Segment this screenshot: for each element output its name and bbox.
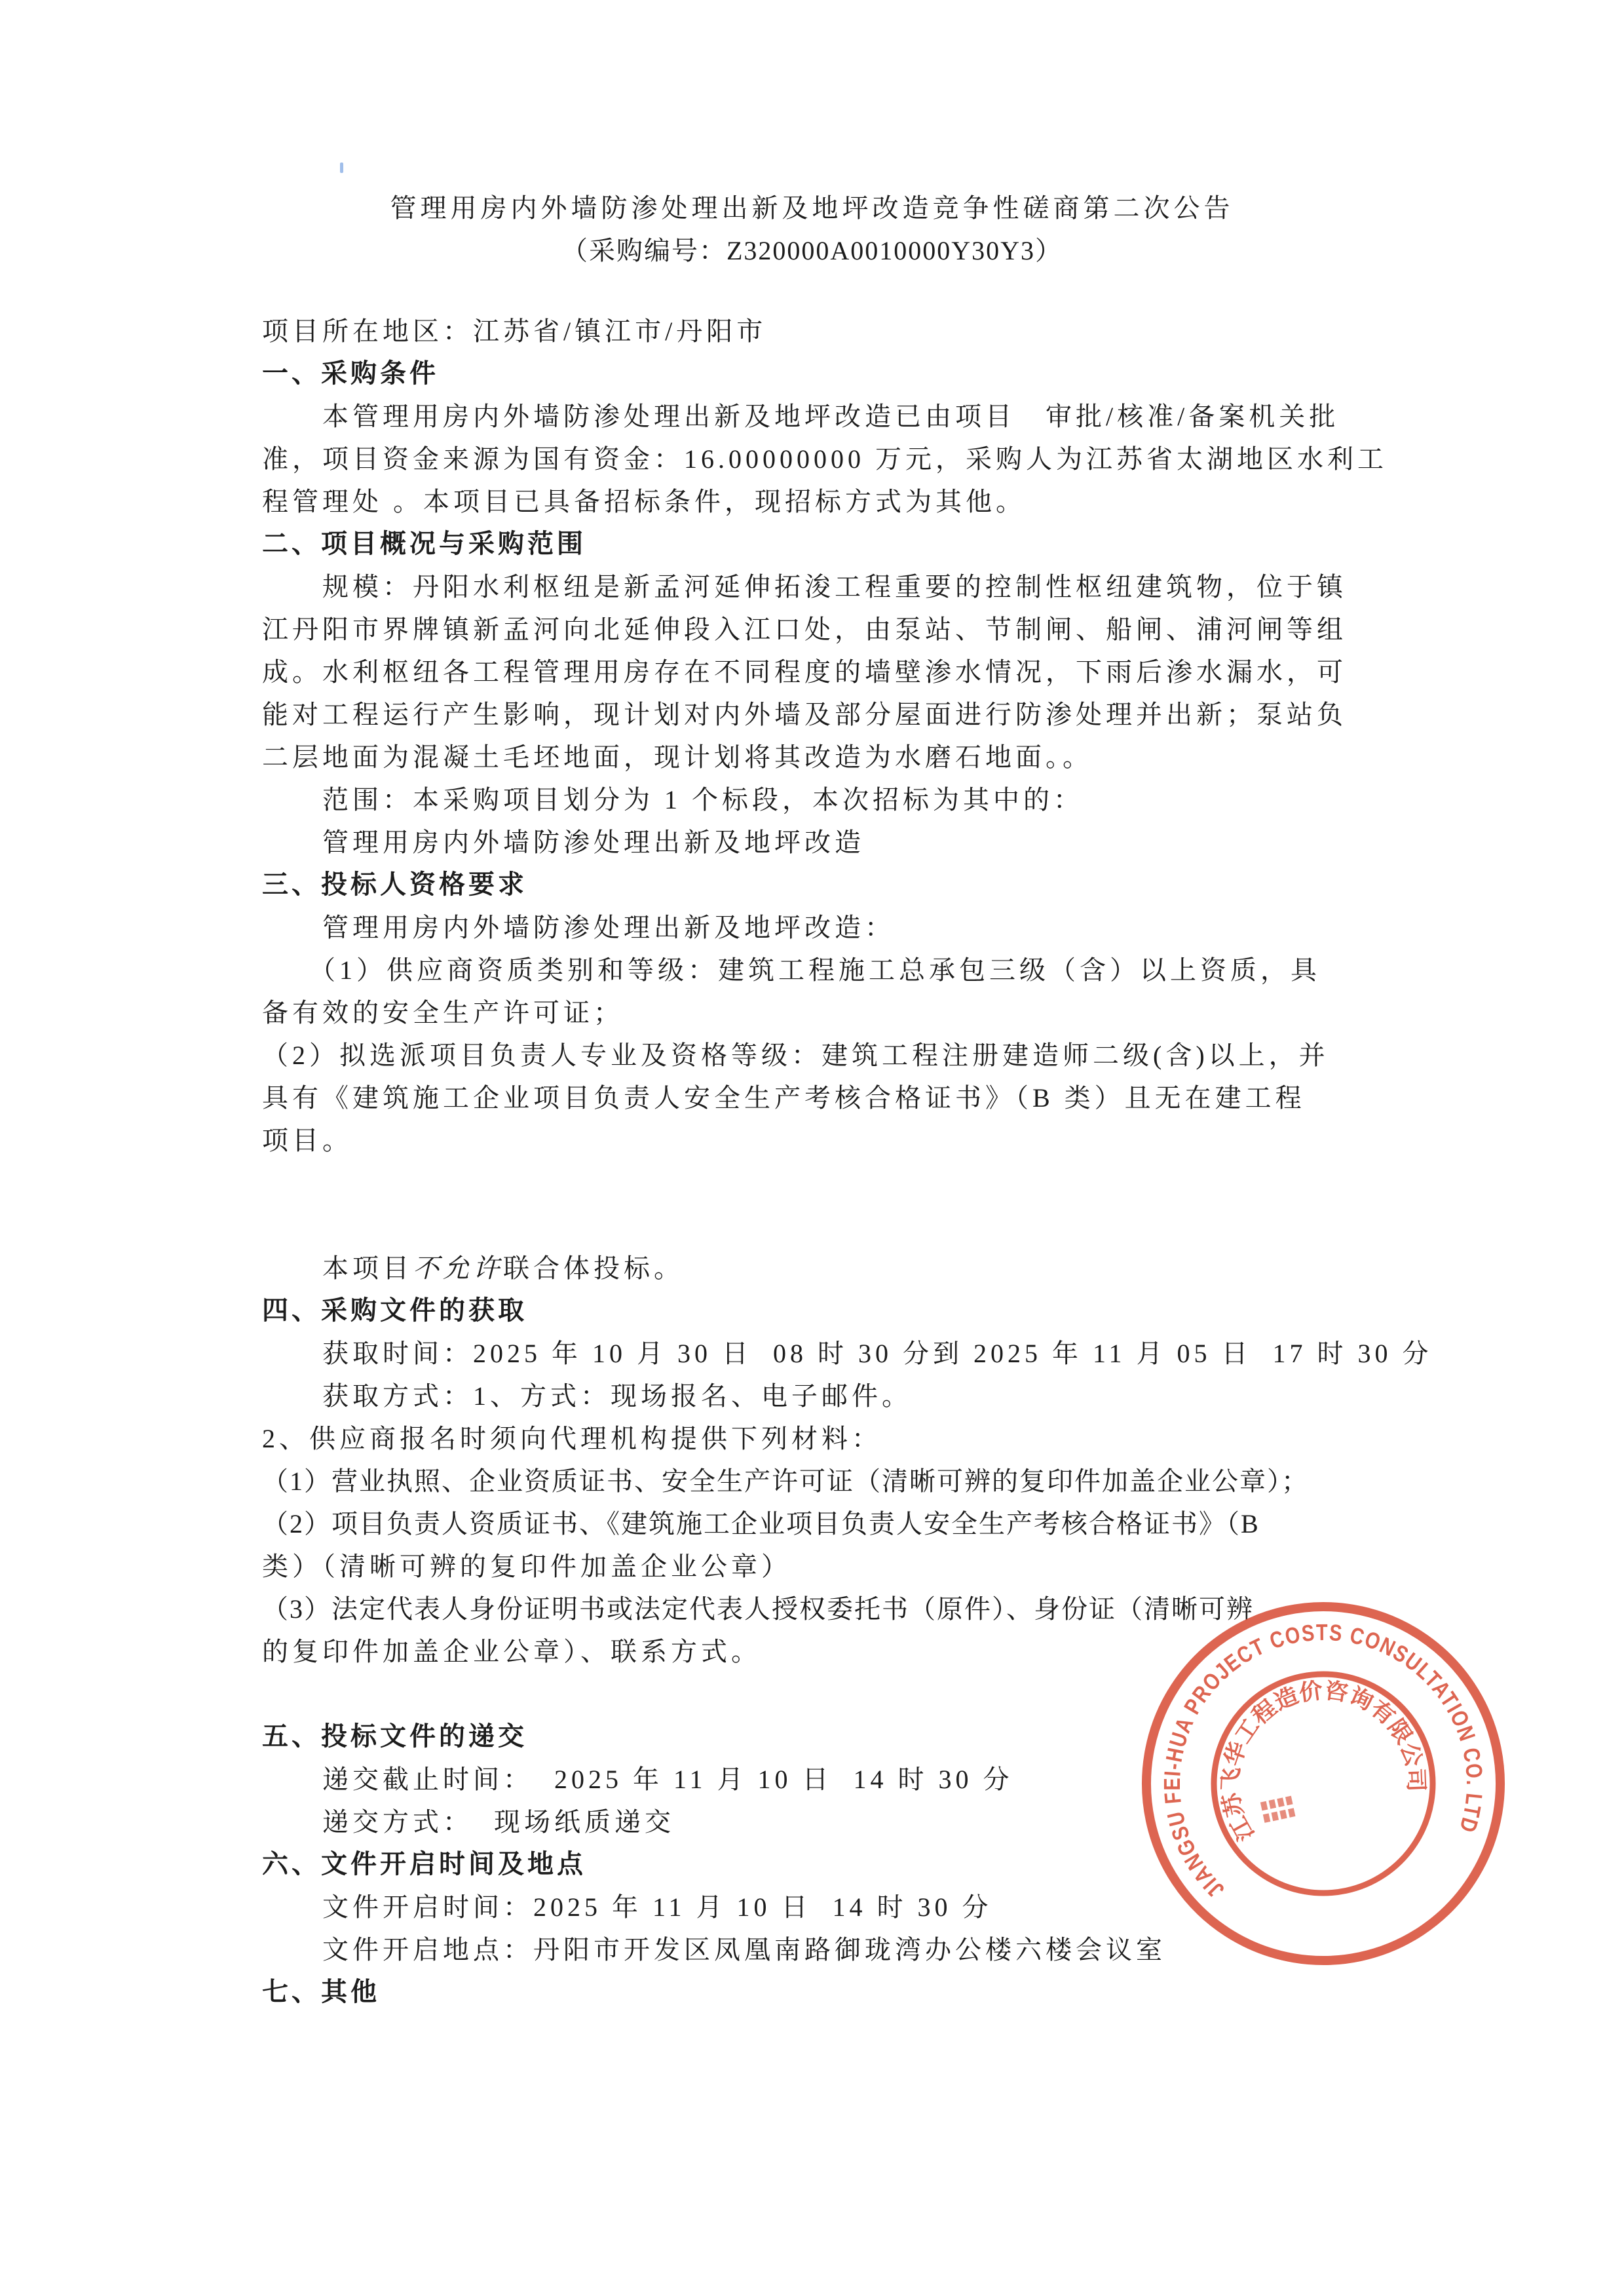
joint-bid-suffix: 联合体投标。	[503, 1253, 684, 1283]
body-line: 管理用房内外墙防渗处理出新及地坪改造：	[262, 913, 895, 942]
opening-time-line: 文件开启时间：2025 年 11 月 10 日 14 时 30 分	[262, 1892, 992, 1922]
scan-artifact-mark	[340, 163, 343, 173]
obtain-time-line: 获取时间：2025 年 10 月 30 日 08 时 30 分到 2025 年 11 月 05 日 17 时 30 分	[262, 1339, 1433, 1368]
project-location-line: 项目所在地区：江苏省/镇江市/丹阳市	[262, 316, 767, 346]
body-line: 类）（清晰可辨的复印件加盖企业公章）	[262, 1552, 791, 1581]
body-line: 备有效的安全生产许可证；	[262, 998, 624, 1027]
blank-line	[262, 1204, 1435, 1247]
body-line: 的复印件加盖企业公章）、联系方式。	[262, 1637, 761, 1666]
section-6-heading: 六、文件开启时间及地点	[262, 1850, 586, 1879]
body-line: 项目。	[262, 1126, 352, 1155]
body-line: 二层地面为混凝土毛坯地面，现计划将其改造为水磨石地面。。	[262, 742, 1093, 772]
seal-english-text: JIANGSU FEI-HUA PROJECT COSTS CONSULTATION CO. LTD	[1159, 1619, 1488, 1904]
company-seal	[1120, 1580, 1526, 1987]
seal-chinese-text: 江苏飞华工程造价咨询有限公司	[1218, 1677, 1429, 1845]
scope-line: 范围：本采购项目划分为 1 个标段，本次招标为其中的：	[262, 785, 1084, 814]
materials-intro-line: 2、供应商报名时须向代理机构提供下列材料：	[262, 1424, 882, 1453]
joint-bid-prefix: 本项目	[262, 1253, 413, 1283]
page-title: 管理用房内外墙防渗处理出新及地坪改造竞争性磋商第二次公告	[390, 193, 1234, 223]
body-line: 准，项目资金来源为国有资金：16.00000000 万元，采购人为江苏省太湖地区水利工	[262, 444, 1388, 474]
obtain-method-line: 获取方式：1、方式：现场报名、电子邮件。	[262, 1381, 912, 1411]
material-item-3: （3）法定代表人身份证明书或法定代表人授权委托书（原件）、身份证（清晰可辨	[262, 1594, 1254, 1624]
body-line: 本管理用房内外墙防渗处理出新及地坪改造已由项目 审批/核准/备案机关批	[262, 402, 1340, 431]
procurement-number: （采购编号：Z320000A0010000Y30Y3）	[561, 236, 1063, 265]
lot-name-line: 管理用房内外墙防渗处理出新及地坪改造	[262, 828, 865, 857]
body-line: 能对工程运行产生影响，现计划对内外墙及部分屋面进行防渗处理并出新；泵站负	[262, 700, 1347, 729]
qualification-item-1: （1）供应商资质类别和等级：建筑工程施工总承包三级（含）以上资质，具	[262, 955, 1321, 985]
qualification-item-2: （2）拟选派项目负责人专业及资格等级：建筑工程注册建造师二级(含)以上，并	[262, 1041, 1329, 1070]
blank-line	[262, 1162, 1435, 1204]
section-5-heading: 五、投标文件的递交	[262, 1722, 527, 1751]
company-seal-graphic	[1120, 1580, 1526, 1987]
body-line: 程管理处 。本项目已具备招标条件，现招标方式为其他。	[262, 487, 1026, 516]
section-2-heading: 二、项目概况与采购范围	[262, 529, 586, 558]
body-line: 规模：丹阳水利枢纽是新孟河延伸拓浚工程重要的控制性枢纽建筑物，位于镇	[262, 572, 1347, 602]
section-1-heading: 一、采购条件	[262, 359, 439, 388]
body-line: 具有《建筑施工企业项目负责人安全生产考核合格证书》（B 类）且无在建工程	[262, 1083, 1306, 1113]
material-item-2: （2）项目负责人资质证书、《建筑施工企业项目负责人安全生产考核合格证书》（B	[262, 1509, 1260, 1539]
seal-micro-text-marks	[1260, 1796, 1296, 1823]
section-4-heading: 四、采购文件的获取	[262, 1296, 527, 1325]
body-line: 成。水利枢纽各工程管理用房存在不同程度的墙壁渗水情况，下雨后渗水漏水，可	[262, 657, 1347, 687]
section-7-heading: 七、其他	[262, 1978, 380, 2006]
submit-method-line: 递交方式： 现场纸质递交	[262, 1807, 675, 1837]
submit-deadline-line: 递交截止时间： 2025 年 11 月 10 日 14 时 30 分	[262, 1765, 1013, 1794]
document-header	[0, 187, 1624, 272]
material-item-1: （1）营业执照、企业资质证书、安全生产许可证（清晰可辨的复印件加盖企业公章）；	[262, 1466, 1309, 1496]
joint-bid-line	[262, 1247, 1435, 1290]
opening-place-line: 文件开启地点：丹阳市开发区凤凰南路御珑湾办公楼六楼会议室	[262, 1935, 1166, 1964]
section-3-heading: 三、投标人资格要求	[262, 870, 527, 899]
joint-bid-italic: 不允许	[413, 1253, 503, 1283]
body-line: 江丹阳市界牌镇新孟河向北延伸段入江口处，由泵站、节制闸、船闸、浦河闸等组	[262, 615, 1347, 644]
